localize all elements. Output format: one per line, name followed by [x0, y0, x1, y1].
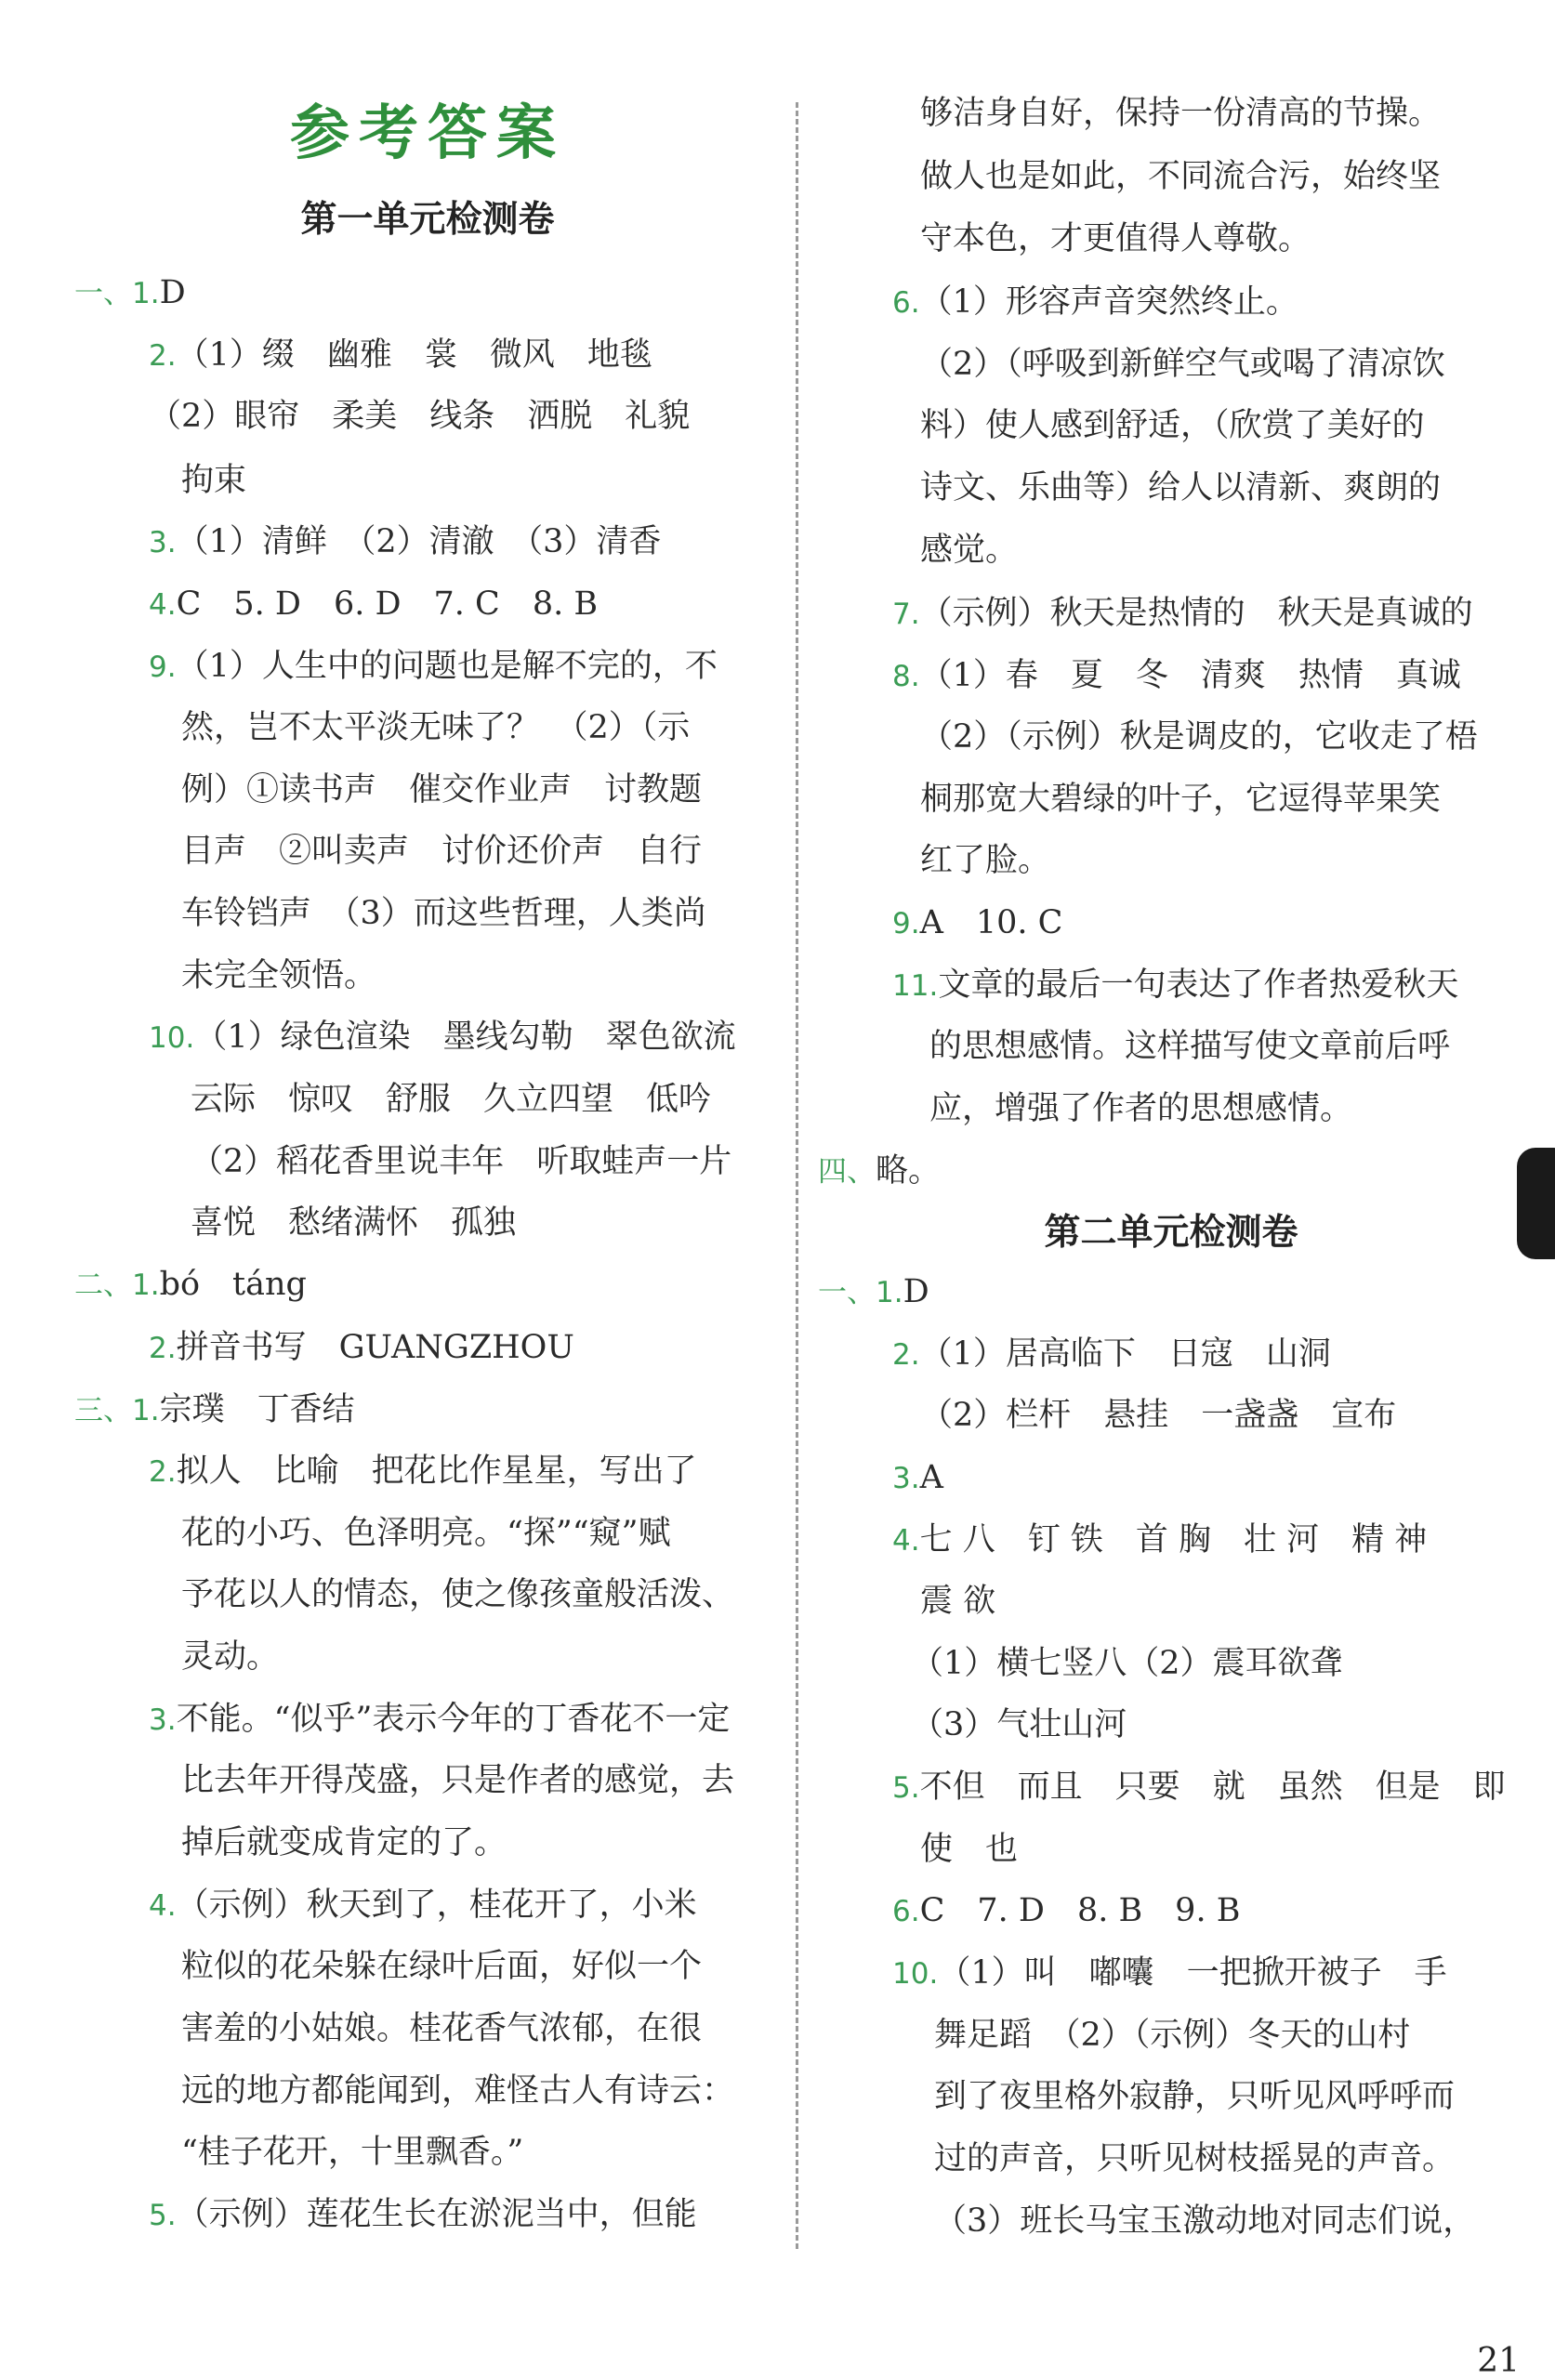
answer-text: （示例）秋天是热情的 秋天是真诚的 — [919, 595, 1473, 632]
left-answer-line — [181, 2134, 523, 2171]
answer-text: （1）春 夏 冬 清爽 热情 真诚 — [919, 657, 1461, 694]
answer-text: （2）稻花香里说丰年 听取蛙声一片 — [191, 1143, 732, 1180]
right-answer-line — [934, 2078, 1455, 2115]
right-answer-line — [818, 1152, 941, 1190]
answer-text: 守本色，才更值得人尊敬。 — [920, 220, 1311, 257]
left-answer-line — [181, 1762, 734, 1799]
question-number: 2. — [149, 1332, 177, 1365]
answer-text: 略。 — [876, 1152, 942, 1190]
answer-text: 花的小巧、色泽明亮。“探”“窥”赋 — [181, 1515, 671, 1552]
section-title-unit-2: 第二单元检测卷 — [1044, 1212, 1298, 1254]
right-answer-line — [920, 1831, 1018, 1868]
answer-text: 喜悦 愁绪满怀 孤独 — [191, 1204, 517, 1242]
left-answer-line — [181, 1576, 734, 1613]
right-answer-line — [934, 2017, 1410, 2054]
answer-text: （3）班长马宝玉激动地对同志们说， — [934, 2202, 1476, 2240]
right-answer-line — [920, 469, 1441, 506]
left-answer-line — [181, 1824, 507, 1861]
answer-text: （2）（示例）秋是调皮的，它收走了梧 — [920, 718, 1478, 756]
question-number: 9. — [149, 651, 177, 684]
page-title: 参考答案 — [290, 99, 565, 168]
answer-text: （3）气壮山河 — [911, 1706, 1127, 1743]
left-answer-line — [181, 2010, 702, 2047]
answer-text: 舞足蹈 （2）（示例）冬天的山村 — [934, 2017, 1411, 2054]
question-number: 2. — [149, 339, 177, 373]
right-answer-line — [818, 1273, 929, 1311]
answer-text: 然，岂不太平淡无味了？ （2）（示 — [181, 709, 691, 746]
answer-text: 够洁身自好，保持一份清高的节操。 — [920, 95, 1442, 132]
right-answer-line — [911, 1645, 1343, 1682]
right-answer-line — [892, 1521, 1427, 1559]
left-answer-line — [191, 1204, 516, 1242]
answer-text: 不能。“似乎”表示今年的丁香花不一定 — [176, 1701, 731, 1738]
question-number: 四、 — [818, 1155, 876, 1189]
right-answer-line — [892, 1892, 1240, 1930]
question-number: 3. — [892, 1462, 920, 1495]
right-answer-line — [892, 1459, 943, 1497]
answer-text: （1）绿色渲染 墨线勾勒 翠色欲流 — [194, 1019, 736, 1056]
left-answer-line — [181, 709, 690, 746]
question-number: 3. — [149, 526, 177, 559]
right-answer-line — [892, 1335, 1331, 1374]
question-number: 10. — [149, 1021, 195, 1055]
answer-text: 不但 而且 只要 就 虽然 但是 即 — [919, 1769, 1506, 1806]
page-number: 21 — [1477, 2342, 1520, 2380]
answer-text: （1）缀 幽雅 裳 微风 地毯 — [176, 336, 652, 374]
answer-text: （1）人生中的问题也是解不完的，不 — [176, 648, 718, 685]
question-number: 5. — [149, 2199, 177, 2232]
left-answer-line — [149, 1887, 697, 1925]
left-answer-line — [149, 648, 718, 686]
left-answer-line — [149, 523, 661, 561]
left-answer-line — [149, 1019, 736, 1057]
answer-text: 宗璞 丁香结 — [159, 1391, 355, 1428]
left-answer-line — [181, 2072, 734, 2110]
answer-text: 拟人 比喻 把花比作星星，写出了 — [176, 1453, 697, 1490]
answer-text: 的思想感情。这样描写使文章前后呼 — [929, 1028, 1451, 1065]
question-number: 6. — [892, 286, 920, 320]
answer-text: 拼音书写 GUANGZHOU — [176, 1329, 574, 1366]
answer-text: 远的地方都能闻到，难怪古人有诗云： — [181, 2072, 735, 2110]
answer-text: 七 八 钉 铁 首 胸 壮 河 精 神 — [919, 1521, 1428, 1558]
answer-text: （示例）秋天到了，桂花开了，小米 — [176, 1887, 697, 1924]
answer-text: 料）使人感到舒适，（欣赏了美好的 — [920, 407, 1425, 444]
answer-text: 掉后就变成肯定的了。 — [181, 1824, 507, 1861]
answer-text: 拘束 — [181, 462, 247, 499]
right-answer-line — [934, 2140, 1455, 2177]
left-answer-line — [181, 895, 706, 932]
answer-text: 做人也是如此，不同流合污，始终坚 — [920, 158, 1442, 195]
answer-text: D — [903, 1273, 929, 1310]
section-title-unit-1: 第一单元检测卷 — [300, 199, 555, 241]
answer-text: （2）（呼吸到新鲜空气或喝了清凉饮 — [920, 346, 1445, 383]
answer-text: A — [919, 1459, 943, 1496]
right-answer-line — [892, 904, 1062, 942]
right-answer-line — [892, 657, 1461, 695]
right-answer-line — [929, 1090, 1352, 1127]
left-answer-line — [149, 1453, 697, 1491]
right-answer-line — [934, 2202, 1475, 2240]
right-answer-line — [892, 1954, 1447, 1992]
answer-text: A 10. C — [919, 904, 1063, 941]
left-answer-line — [149, 585, 598, 624]
right-answer-line — [929, 1028, 1450, 1065]
right-answer-line — [892, 283, 1298, 322]
answer-text: （1）叫 嘟囔 一把掀开被子 手 — [938, 1954, 1447, 1992]
question-number: 6. — [892, 1895, 920, 1928]
answer-text: （1）居高临下 日寇 山洞 — [919, 1335, 1331, 1373]
right-answer-line — [920, 1583, 995, 1620]
question-number: 4. — [892, 1524, 920, 1558]
question-number: 10. — [892, 1957, 939, 1991]
answer-text: 文章的最后一句表达了作者热爱秋天 — [938, 966, 1459, 1004]
right-answer-line — [920, 158, 1441, 195]
right-answer-line — [892, 1769, 1506, 1807]
answer-text: C 5. D 6. D 7. C 8. B — [176, 585, 599, 623]
right-answer-line — [920, 1397, 1396, 1434]
answer-text: 红了脸。 — [920, 842, 1051, 879]
left-answer-line — [74, 274, 186, 312]
answer-text: 应，增强了作者的思想感情。 — [929, 1090, 1353, 1127]
question-number: 11. — [892, 969, 939, 1003]
left-answer-line — [181, 1638, 279, 1676]
answer-text: 诗文、乐曲等）给人以清新、爽朗的 — [920, 469, 1442, 506]
left-answer-line — [181, 1515, 671, 1552]
right-answer-line — [892, 966, 1458, 1005]
scan-smudge — [1517, 1148, 1555, 1259]
answer-text: （1）清鲜 （2）清澈 （3）清香 — [176, 523, 662, 560]
answer-text: 使 也 — [920, 1831, 1019, 1868]
question-number: 一、1. — [74, 277, 160, 310]
right-answer-line — [911, 1706, 1127, 1743]
left-answer-line — [149, 1329, 574, 1367]
right-answer-line — [920, 346, 1445, 383]
question-number: 9. — [892, 907, 920, 940]
question-number: 三、1. — [74, 1394, 160, 1427]
answer-text: 过的声音，只听见树枝摇晃的声音。 — [934, 2140, 1456, 2177]
answer-text: 灵动。 — [181, 1638, 280, 1676]
left-answer-line — [191, 1081, 711, 1118]
question-number: 3. — [149, 1703, 177, 1737]
question-number: 8. — [892, 660, 920, 693]
answer-text: 感觉。 — [920, 532, 1019, 569]
answer-text: （2）眼帘 柔美 线条 洒脱 礼貌 — [149, 398, 691, 435]
answer-text: （1）横七竖八（2）震耳欲聋 — [911, 1645, 1343, 1682]
left-answer-line — [181, 833, 702, 870]
answer-text: 例）①读书声 催交作业声 讨教题 — [181, 771, 703, 809]
left-answer-line — [181, 462, 246, 499]
left-answer-line — [181, 957, 376, 994]
left-answer-line — [191, 1143, 731, 1180]
left-answer-line — [74, 1391, 355, 1429]
answer-text: 比去年开得茂盛，只是作者的感觉，去 — [181, 1762, 735, 1799]
left-answer-line — [149, 1701, 730, 1739]
question-number: 一、1. — [818, 1276, 903, 1309]
right-answer-line — [920, 842, 1050, 879]
question-number: 2. — [892, 1338, 920, 1372]
left-answer-line — [181, 771, 702, 809]
left-answer-line — [149, 2196, 697, 2234]
answer-text: 予花以人的情态，使之像孩童般活泼、 — [181, 1576, 735, 1613]
answer-text: 到了夜里格外寂静，只听见风呼呼而 — [934, 2078, 1456, 2115]
answer-text: （示例）莲花生长在淤泥当中，但能 — [176, 2196, 697, 2233]
answer-text: 云际 惊叹 舒服 久立四望 低吟 — [191, 1081, 712, 1118]
answer-text: （2）栏杆 悬挂 一盏盏 宣布 — [920, 1397, 1397, 1434]
right-answer-line — [892, 595, 1473, 633]
answer-text: 目声 ②叫卖声 讨价还价声 自行 — [181, 833, 703, 870]
right-answer-line — [920, 781, 1441, 818]
answer-text: D — [159, 274, 186, 311]
question-number: 4. — [149, 588, 177, 622]
left-answer-line — [74, 1266, 307, 1304]
right-answer-line — [920, 220, 1311, 257]
answer-text: “桂子花开，十里飘香。” — [181, 2134, 524, 2171]
answer-text: 害羞的小姑娘。桂花香气浓郁，在很 — [181, 2010, 703, 2047]
question-number: 4. — [149, 1889, 177, 1923]
right-answer-line — [920, 407, 1425, 444]
answer-text: 车铃铛声 （3）而这些哲理，人类尚 — [181, 895, 706, 932]
question-number: 5. — [892, 1771, 920, 1805]
column-divider — [796, 102, 798, 2249]
answer-text: 桐那宽大碧绿的叶子，它逗得苹果笑 — [920, 781, 1442, 818]
answer-text: 震 欲 — [920, 1583, 996, 1620]
answer-text: C 7. D 8. B 9. B — [919, 1892, 1241, 1929]
question-number: 2. — [149, 1455, 177, 1489]
right-answer-line — [920, 95, 1441, 132]
left-answer-line — [149, 336, 652, 375]
answer-text: 未完全领悟。 — [181, 957, 377, 994]
left-answer-line — [149, 398, 690, 435]
right-answer-line — [920, 718, 1478, 756]
left-answer-line — [181, 1948, 702, 1985]
answer-text: （1）形容声音突然终止。 — [919, 283, 1298, 321]
answer-text: 粒似的花朵躲在绿叶后面，好似一个 — [181, 1948, 703, 1985]
question-number: 7. — [892, 598, 920, 631]
answer-text: bó táng — [159, 1266, 307, 1303]
question-number: 二、1. — [74, 1269, 160, 1302]
right-answer-line — [920, 532, 1018, 569]
